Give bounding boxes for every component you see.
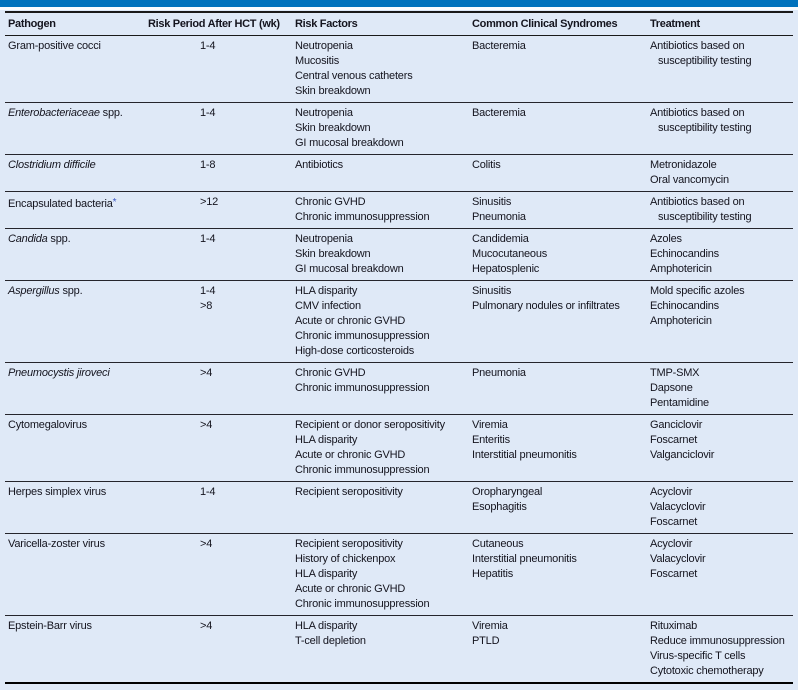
table-body <box>5 36 793 684</box>
treatment-line: Dapsone <box>650 382 693 394</box>
risk-factor-line: Skin breakdown <box>295 85 371 97</box>
treatment-line: Amphotericin <box>650 315 712 327</box>
column-header-syndromes: Common Clinical Syndromes <box>472 18 618 30</box>
column-header-treatment: Treatment <box>650 18 700 30</box>
table-row <box>5 482 793 534</box>
pathogen-name: Gram-positive cocci <box>8 40 101 52</box>
risk-factor-line: GI mucosal breakdown <box>295 137 404 149</box>
risk-factor-line: Chronic immunosuppression <box>295 211 430 223</box>
pathogen-cell <box>5 537 148 612</box>
risk-period-value: 1-4 <box>200 107 216 119</box>
syndromes-cell <box>472 284 650 359</box>
accent-bar <box>0 0 798 7</box>
syndrome-line: Hepatitis <box>472 568 513 580</box>
risk-factor-line: Chronic GVHD <box>295 196 366 208</box>
period-cell <box>148 232 295 277</box>
risk-factor-line: High-dose corticosteroids <box>295 345 415 357</box>
treatment-line: Antibiotics based on <box>650 196 745 208</box>
pathogen-cell <box>5 158 148 188</box>
treatment-line: Foscarnet <box>650 434 698 446</box>
risk-factor-line: HLA disparity <box>295 620 358 632</box>
risk-period-value: 1-8 <box>200 159 216 171</box>
risk-factor-line: Chronic immunosuppression <box>295 382 430 394</box>
syndrome-line: Sinusitis <box>472 196 512 208</box>
table-header-row <box>5 11 793 36</box>
period-cell <box>148 195 295 225</box>
period-cell <box>148 106 295 151</box>
treatment-cell <box>650 232 793 277</box>
syndrome-line: Bacteremia <box>472 107 526 119</box>
accent-bar-gap <box>0 7 798 10</box>
factors-cell <box>295 619 472 679</box>
pathogen-name: spp. <box>59 285 83 297</box>
syndrome-line: Hepatosplenic <box>472 263 540 275</box>
factors-cell <box>295 284 472 359</box>
risk-factor-line: Neutropenia <box>295 107 353 119</box>
risk-factor-line: Central venous catheters <box>295 70 413 82</box>
risk-factor-line: Recipient seropositivity <box>295 538 403 550</box>
column-header-risk-factors: Risk Factors <box>295 18 358 30</box>
treatment-line: Foscarnet <box>650 516 698 528</box>
factors-cell <box>295 537 472 612</box>
treatment-line: Echinocandins <box>650 300 719 312</box>
treatment-cell <box>650 39 793 99</box>
treatment-line: Amphotericin <box>650 263 712 275</box>
footnote-marker: * <box>112 197 117 208</box>
risk-factor-line: Mucositis <box>295 55 340 67</box>
pathogen-name: Varicella-zoster virus <box>8 538 105 550</box>
factors-cell <box>295 158 472 188</box>
pathogen-cell <box>5 106 148 151</box>
syndromes-cell <box>472 195 650 225</box>
syndrome-line: Interstitial pneumonitis <box>472 449 577 461</box>
risk-period-value: >12 <box>200 196 219 208</box>
treatment-cell <box>650 158 793 188</box>
table-row <box>5 155 793 192</box>
treatment-cell <box>650 106 793 151</box>
risk-factor-line: Chronic immunosuppression <box>295 464 430 476</box>
risk-factor-line: Acute or chronic GVHD <box>295 583 406 595</box>
pathogen-cell <box>5 366 148 411</box>
table-row <box>5 229 793 281</box>
syndromes-cell <box>472 232 650 277</box>
treatment-line: Valacyclovir <box>650 501 706 513</box>
syndrome-line: Interstitial pneumonitis <box>472 553 577 565</box>
treatment-cell <box>650 366 793 411</box>
period-cell <box>148 537 295 612</box>
treatment-line: TMP-SMX <box>650 367 700 379</box>
pathogen-name: Pneumocystis jiroveci <box>8 367 110 379</box>
pathogen-name: spp. <box>47 233 71 245</box>
treatment-line: Rituximab <box>650 620 698 632</box>
risk-factor-line: Skin breakdown <box>295 248 371 260</box>
syndrome-line: Pneumonia <box>472 367 526 379</box>
pathogen-name: Epstein-Barr virus <box>8 620 92 632</box>
pathogen-name: Candida <box>8 233 48 245</box>
syndrome-line: Cutaneous <box>472 538 524 550</box>
pathogen-name: Clostridium difficile <box>8 159 96 171</box>
table-row <box>5 192 793 229</box>
pathogen-cell <box>5 485 148 530</box>
risk-period-value: 1-4 <box>200 285 216 297</box>
pathogen-cell <box>5 284 148 359</box>
syndrome-line: Pneumonia <box>472 211 526 223</box>
treatment-cell <box>650 418 793 478</box>
syndromes-cell <box>472 106 650 151</box>
syndrome-line: Viremia <box>472 419 508 431</box>
table-row <box>5 616 793 684</box>
risk-factor-line: Antibiotics <box>295 159 343 171</box>
table-row <box>5 415 793 482</box>
table-row <box>5 103 793 155</box>
risk-period-value: >8 <box>200 300 213 312</box>
treatment-line: susceptibility testing <box>658 55 752 67</box>
risk-period-value: >4 <box>200 538 213 550</box>
treatment-cell <box>650 195 793 225</box>
treatment-line: susceptibility testing <box>658 122 752 134</box>
pathogen-name: Encapsulated bacteria <box>8 198 113 210</box>
treatment-line: Ganciclovir <box>650 419 703 431</box>
treatment-line: Acyclovir <box>650 486 693 498</box>
syndrome-line: Oropharyngeal <box>472 486 543 498</box>
treatment-line: Foscarnet <box>650 568 698 580</box>
treatment-line: Mold specific azoles <box>650 285 745 297</box>
pathogen-cell <box>5 418 148 478</box>
pathogen-cell <box>5 39 148 99</box>
factors-cell <box>295 418 472 478</box>
pathogen-name: Aspergillus <box>8 285 60 297</box>
syndrome-line: Sinusitis <box>472 285 512 297</box>
table-row <box>5 534 793 616</box>
column-header-pathogen: Pathogen <box>8 18 56 30</box>
pathogen-name: spp. <box>99 107 123 119</box>
pathogen-cell <box>5 195 148 225</box>
syndromes-cell <box>472 39 650 99</box>
syndrome-line: Mucocutaneous <box>472 248 548 260</box>
period-cell <box>148 366 295 411</box>
table-row <box>5 281 793 363</box>
risk-period-value: 1-4 <box>200 40 216 52</box>
pathogen-name: Herpes simplex virus <box>8 486 107 498</box>
treatment-line: Echinocandins <box>650 248 719 260</box>
factors-cell <box>295 106 472 151</box>
factors-cell <box>295 366 472 411</box>
factors-cell <box>295 485 472 530</box>
treatment-line: Cytotoxic chemotherapy <box>650 665 764 677</box>
risk-factor-line: GI mucosal breakdown <box>295 263 404 275</box>
table-row <box>5 36 793 103</box>
risk-factor-line: Neutropenia <box>295 40 353 52</box>
factors-cell <box>295 39 472 99</box>
table-row <box>5 363 793 415</box>
treatment-line: Metronidazole <box>650 159 717 171</box>
risk-period-value: >4 <box>200 620 213 632</box>
treatment-line: Oral vancomycin <box>650 174 729 186</box>
column-header-risk-period: Risk Period After HCT (wk) <box>148 18 280 30</box>
syndrome-line: Candidemia <box>472 233 529 245</box>
risk-factor-line: Acute or chronic GVHD <box>295 315 406 327</box>
risk-period-value: >4 <box>200 419 213 431</box>
treatment-line: susceptibility testing <box>658 211 752 223</box>
risk-period-value: >4 <box>200 367 213 379</box>
period-cell <box>148 418 295 478</box>
syndrome-line: Pulmonary nodules or infiltrates <box>472 300 620 312</box>
syndromes-cell <box>472 158 650 188</box>
treatment-line: Virus-specific T cells <box>650 650 746 662</box>
pathogen-name: Cytomegalovirus <box>8 419 87 431</box>
syndrome-line: Esophagitis <box>472 501 527 513</box>
risk-period-value: 1-4 <box>200 486 216 498</box>
risk-factor-line: Neutropenia <box>295 233 353 245</box>
factors-cell <box>295 232 472 277</box>
treatment-line: Valacyclovir <box>650 553 706 565</box>
risk-factor-line: HLA disparity <box>295 285 358 297</box>
syndromes-cell <box>472 537 650 612</box>
syndromes-cell <box>472 418 650 478</box>
risk-factor-line: Chronic immunosuppression <box>295 598 430 610</box>
treatment-line: Antibiotics based on <box>650 40 745 52</box>
risk-factor-line: HLA disparity <box>295 434 358 446</box>
period-cell <box>148 158 295 188</box>
pathogen-name: Enterobacteriaceae <box>8 107 100 119</box>
period-cell <box>148 284 295 359</box>
period-cell <box>148 39 295 99</box>
risk-factor-line: History of chickenpox <box>295 553 396 565</box>
risk-factor-line: Recipient seropositivity <box>295 486 403 498</box>
treatment-line: Azoles <box>650 233 682 245</box>
syndromes-cell <box>472 485 650 530</box>
treatment-line: Reduce immunosuppression <box>650 635 785 647</box>
risk-period-value: 1-4 <box>200 233 216 245</box>
syndrome-line: Enteritis <box>472 434 510 446</box>
pathogen-cell <box>5 232 148 277</box>
risk-factor-line: HLA disparity <box>295 568 358 580</box>
risk-factor-line: T-cell depletion <box>295 635 366 647</box>
syndrome-line: Bacteremia <box>472 40 526 52</box>
syndrome-line: Colitis <box>472 159 501 171</box>
syndromes-cell <box>472 619 650 679</box>
risk-factor-line: Chronic immunosuppression <box>295 330 430 342</box>
syndrome-line: Viremia <box>472 620 508 632</box>
risk-factor-line: Recipient or donor seropositivity <box>295 419 445 431</box>
pathogen-risk-table <box>5 11 793 684</box>
treatment-line: Pentamidine <box>650 397 709 409</box>
period-cell <box>148 485 295 530</box>
treatment-cell <box>650 537 793 612</box>
risk-factor-line: Chronic GVHD <box>295 367 366 379</box>
risk-factor-line: CMV infection <box>295 300 361 312</box>
treatment-line: Valganciclovir <box>650 449 715 461</box>
factors-cell <box>295 195 472 225</box>
syndrome-line: PTLD <box>472 635 500 647</box>
treatment-cell <box>650 284 793 359</box>
treatment-cell <box>650 485 793 530</box>
pathogen-cell <box>5 619 148 679</box>
treatment-line: Antibiotics based on <box>650 107 745 119</box>
treatment-cell <box>650 619 793 679</box>
treatment-line: Acyclovir <box>650 538 693 550</box>
risk-factor-line: Skin breakdown <box>295 122 371 134</box>
risk-factor-line: Acute or chronic GVHD <box>295 449 406 461</box>
syndromes-cell <box>472 366 650 411</box>
period-cell <box>148 619 295 679</box>
